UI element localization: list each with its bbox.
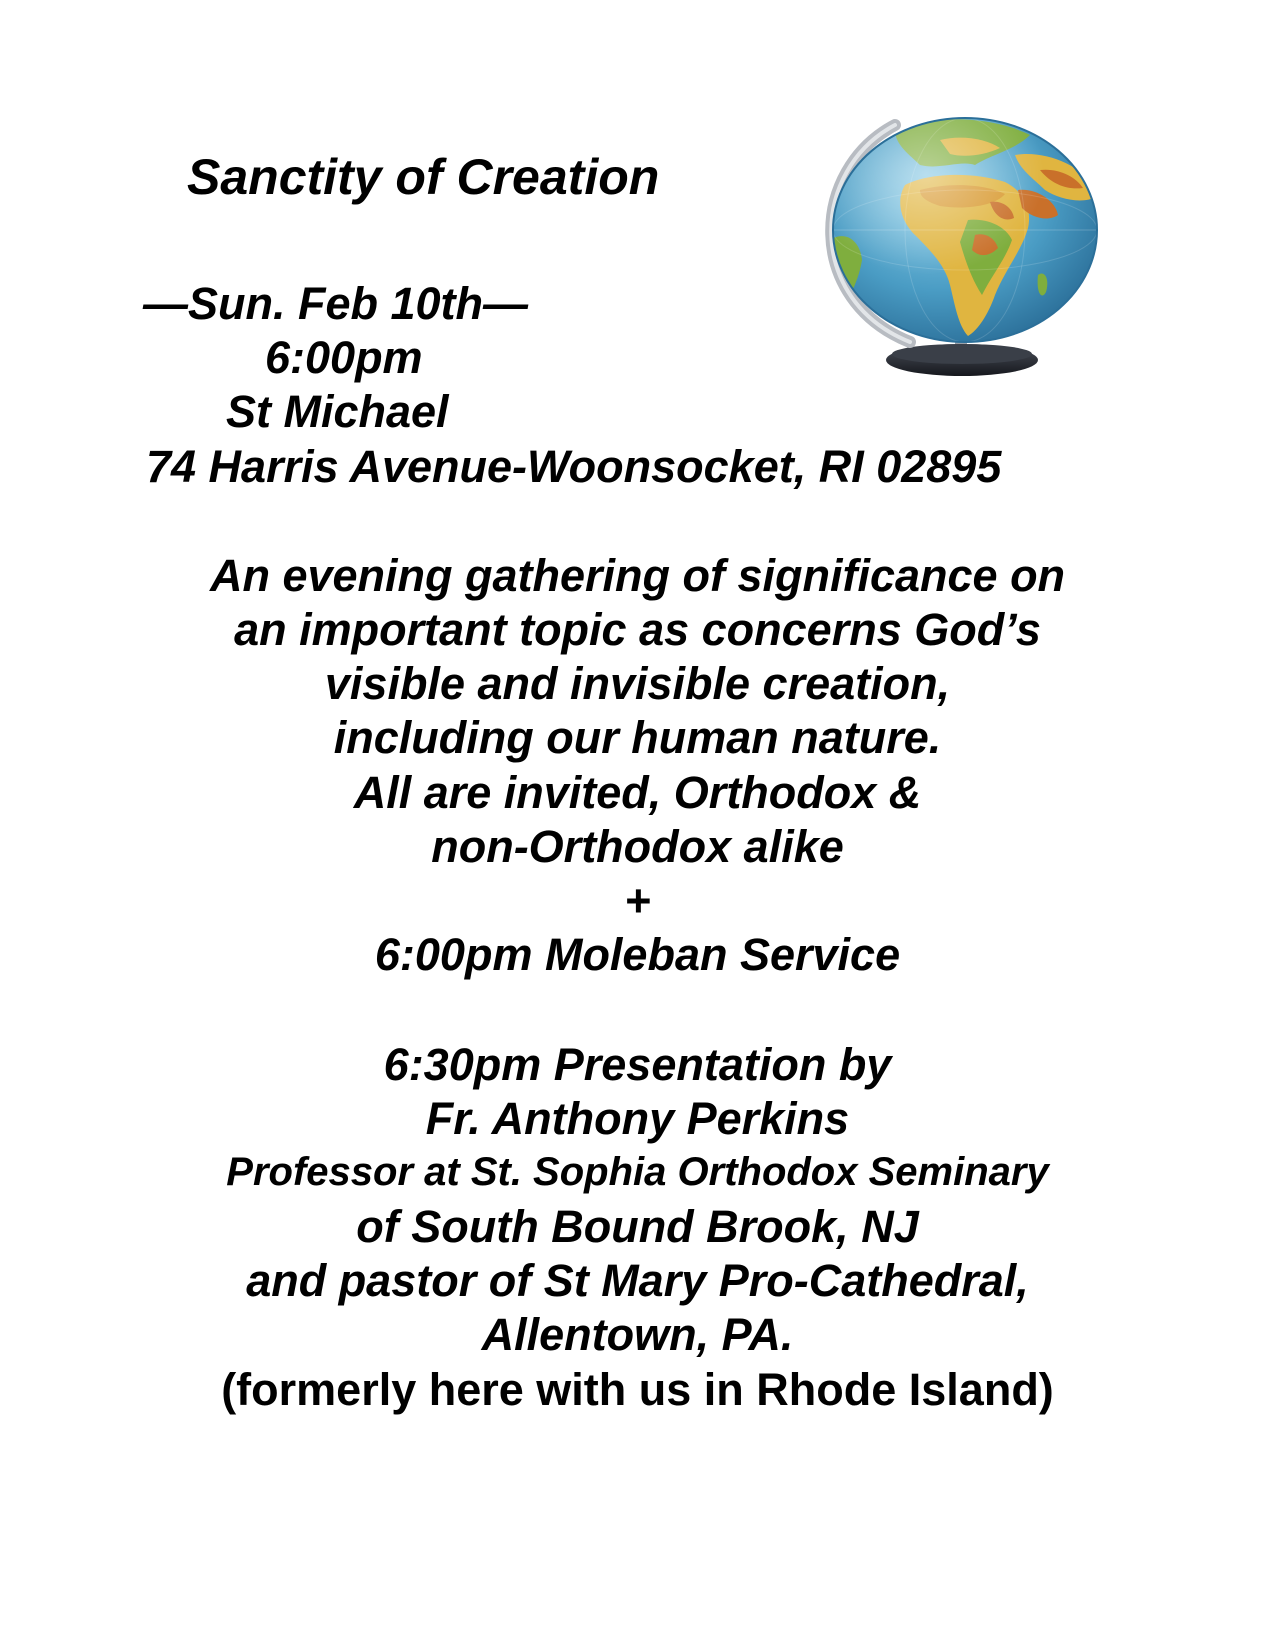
- speaker-detail: of South Bound Brook, NJ: [356, 1201, 919, 1252]
- speaker-name: Fr. Anthony Perkins: [425, 1093, 850, 1144]
- description-line: An evening gathering of significance on: [209, 550, 1066, 601]
- description-line: All are invited, Orthodox &: [353, 767, 922, 818]
- description-line: visible and invisible creation,: [324, 658, 951, 709]
- speaker-detail: and pastor of St Mary Pro-Cathedral,: [246, 1255, 1029, 1306]
- speaker-detail: Professor at St. Sophia Orthodox Seminary: [226, 1150, 1049, 1194]
- event-title: Sanctity of Creation: [187, 149, 660, 205]
- service-line: 6:00pm Moleban Service: [374, 929, 901, 980]
- presentation-line: 6:30pm Presentation by: [383, 1039, 892, 1090]
- description-line: including our human nature.: [333, 712, 942, 763]
- event-location: St Michael: [226, 386, 449, 437]
- speaker-detail: Allentown, PA.: [481, 1309, 794, 1360]
- globe-icon: [800, 110, 1120, 400]
- description-line: non-Orthodox alike: [431, 821, 844, 872]
- description-line: an important topic as concerns God’s: [234, 604, 1041, 655]
- event-date: —Sun. Feb 10th—: [143, 278, 529, 329]
- separator-plus: +: [624, 875, 651, 926]
- closing-line: (formerly here with us in Rhode Island): [221, 1364, 1054, 1415]
- event-time: 6:00pm: [265, 332, 423, 383]
- event-address: 74 Harris Avenue-Woonsocket, RI 02895: [146, 441, 1002, 492]
